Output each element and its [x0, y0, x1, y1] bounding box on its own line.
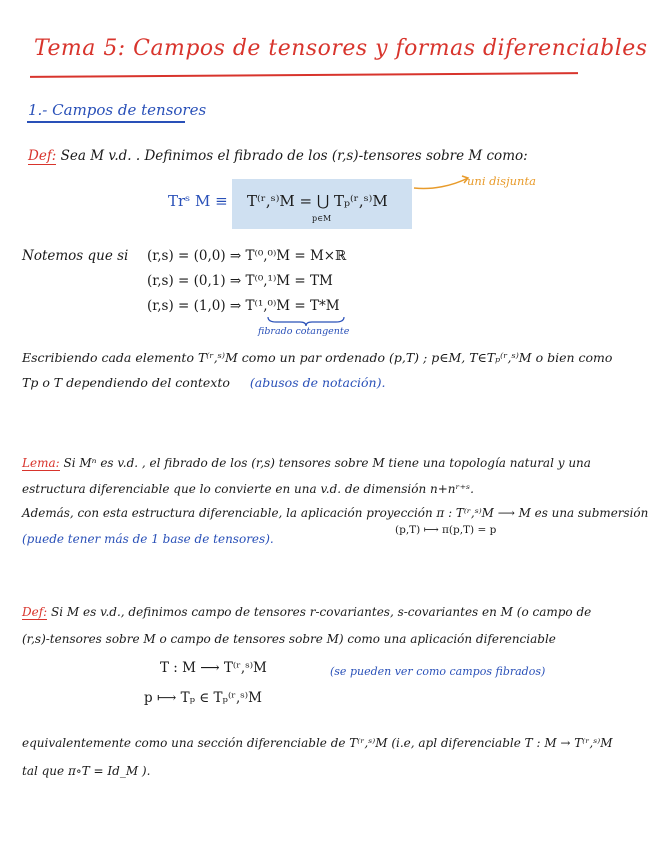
def2-line-1 — [22, 605, 591, 619]
lemma-line-1-text: Si Mⁿ es v.d. , el fibrado de los (r,s) tensores sobre M tiene una topología natural y una — [63, 456, 591, 470]
notice-row-3: (r,s) = (1,0) ⇒ T⁽¹,⁰⁾M = T*M — [147, 298, 340, 314]
def1-line — [28, 148, 528, 164]
formula-union-subscript: p∈M — [312, 214, 332, 223]
def2-label: Def: — [22, 605, 48, 619]
formula-left: Trˢ M ≡ — [168, 192, 228, 210]
lemma-note: (puede tener más de 1 base de tensores). — [22, 532, 274, 546]
lemma-line-3: Además, con esta estructura diferenciable, la aplicación proyección π : T⁽ʳ,ˢ⁾M ⟶ M es una submersión — [22, 506, 649, 520]
section-heading: 1.- Campos de tensores — [28, 101, 207, 119]
def2-line-2: (r,s)-tensores sobre M o campo de tensores sobre M) como una aplicación diferenciable — [22, 632, 556, 646]
fibered-fields-note: (se pueden ver como campos fibrados) — [330, 665, 546, 678]
def2-line-3: equivalentemente como una sección diferenciable de T⁽ʳ,ˢ⁾M (i.e, apl diferenciable T : M → T⁽ʳ,ˢ⁾M — [22, 736, 613, 750]
page-title: Tema 5: Campos de tensores y formas diferenciables — [34, 36, 648, 61]
writing-line-2-text: Tp o T dependiendo del contexto — [22, 375, 230, 390]
def2-map-2: p ⟼ Tₚ ∈ Tₚ⁽ʳ,ˢ⁾M — [144, 690, 262, 706]
def2-line-1-text: Si M es v.d., definimos campo de tensores r-covariantes, s-covariantes en M (o campo de — [51, 605, 592, 619]
notice-intro: Notemos que si — [22, 248, 129, 264]
writing-line-1: Escribiendo cada elemento T⁽ʳ,ˢ⁾M como un par ordenado (p,T) ; p∈M, T∈Tₚ⁽ʳ,ˢ⁾M o bien como — [22, 350, 613, 365]
notice-row-1: (r,s) = (0,0) ⇒ T⁽⁰,⁰⁾M = M×ℝ — [147, 248, 347, 264]
lemma-label: Lema: — [22, 456, 60, 470]
notice-row-2: (r,s) = (0,1) ⇒ T⁽⁰,¹⁾M = TM — [147, 273, 333, 289]
lemma-map: (p,T) ⟼ π(p,T) = p — [395, 524, 497, 536]
lemma-line-1 — [22, 456, 591, 470]
formula-main: T⁽ʳ,ˢ⁾M = ⋃ Tₚ⁽ʳ,ˢ⁾M — [247, 192, 388, 210]
bracket-label: fibrado cotangente — [258, 326, 350, 337]
orange-arrow-icon — [412, 172, 472, 192]
notation-abuse-note: (abusos de notación). — [249, 375, 386, 390]
def1-text: Sea M v.d. . Definimos el fibrado de los (r,s)-tensores sobre M como: — [60, 148, 528, 164]
title-underline — [30, 72, 578, 78]
def1-label: Def: — [28, 148, 57, 164]
section-underline — [27, 121, 185, 123]
lemma-line-2: estructura diferenciable que lo convierte en una v.d. de dimensión n+nʳ⁺ˢ. — [22, 482, 474, 496]
writing-line-2 — [22, 375, 385, 390]
def2-map-1: T : M ⟶ T⁽ʳ,ˢ⁾M — [160, 660, 267, 676]
disjoint-union-note: uni disjunta — [467, 174, 536, 188]
def2-line-4: tal que π∘T = Id_M ). — [22, 764, 151, 778]
